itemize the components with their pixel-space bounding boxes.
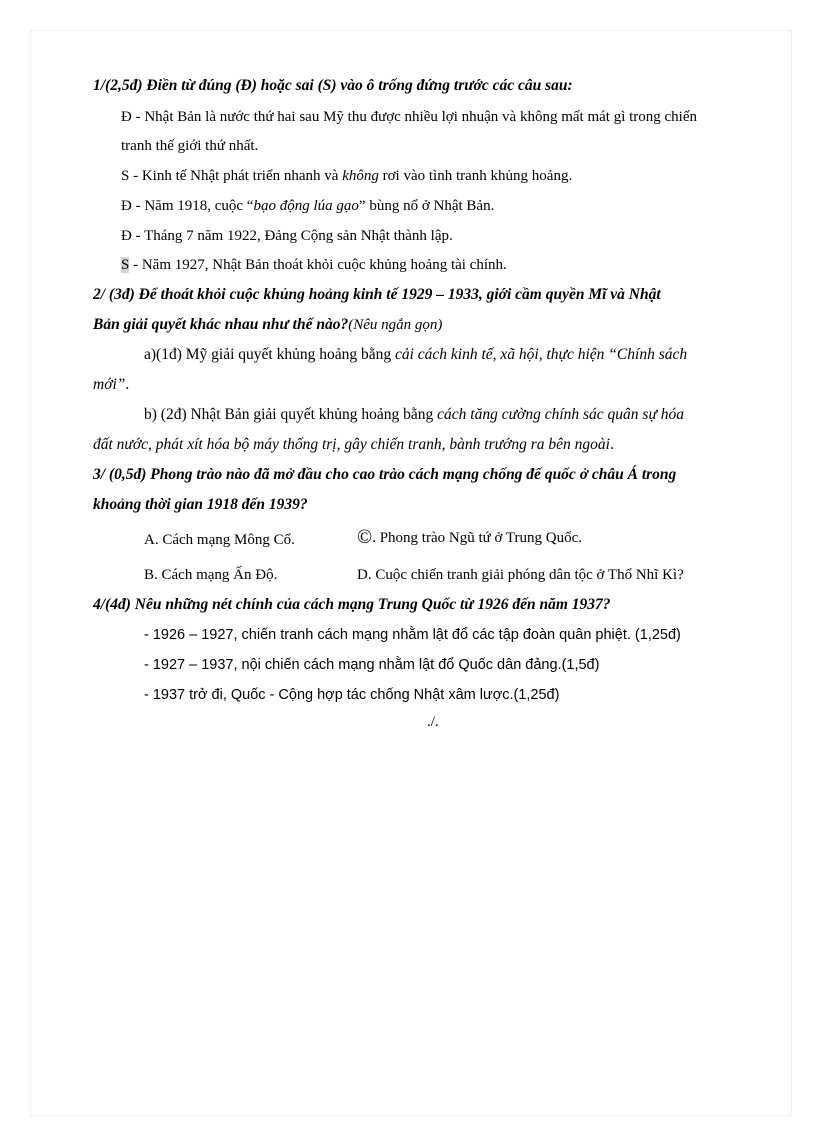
q4-item-2: - 1927 – 1937, nội chiến cách mạng nhằm lật đổ Quốc dân đảng.(1,5đ) [144, 657, 600, 673]
q3-title-line1: 3/ (0,5đ) Phong trào nào đã mở đầu cho cao trào cách mạng chống đế quốc ở châu Á trong [93, 466, 677, 483]
q1-item-4 [121, 226, 453, 246]
q2-title-line2 [93, 315, 442, 335]
q3-option-b: B. Cách mạng Ấn Độ. [144, 567, 278, 583]
q2-answer-b [144, 405, 684, 425]
q1-title: 1/(2,5đ) Điền từ đúng (Đ) hoặc sai (S) vào ô trống đứng trước các câu sau: [93, 77, 573, 94]
selected-answer-symbol: © [357, 526, 373, 548]
statement-text: - Năm 1918, cuộc “ [131, 198, 254, 214]
answer-mark: Đ [121, 228, 132, 244]
statement-emphasis: không [342, 168, 379, 184]
q2-answer-a-cont [93, 375, 129, 395]
q2-title-line1: 2/ (3đ) Để thoát khỏi cuộc khủng hoảng kinh tế 1929 – 1933, giới cầm quyền Mĩ và Nhật [93, 286, 661, 303]
statement-text: - Nhật Bản là nước thứ hai sau Mỹ thu được nhiều lợi nhuận và không mất mát gì trong chiến [131, 109, 698, 125]
answer-b-content: đất nước, phát xít hóa bộ máy thống trị, gây chiến tranh, bành trướng ra bên ngoài [93, 436, 610, 453]
end-mark: ./. [427, 714, 439, 730]
q4-item-3: - 1937 trở đi, Quốc - Cộng hợp tác chống Nhật xâm lược.(1,25đ) [144, 687, 560, 703]
answer-mark: Đ [121, 109, 132, 125]
statement-text: - Tháng 7 năm 1922, Đảng Cộng sản Nhật thành lập. [131, 228, 453, 244]
answer-b-content: cách tăng cường chính sác quân sự hóa [437, 406, 685, 423]
statement-emphasis: bạo động lúa gạo [253, 198, 359, 214]
statement-text: rơi vào tình tranh khủng hoảng. [378, 168, 573, 184]
q1-item-3 [121, 196, 494, 216]
statement-text: ” bùng nổ ở Nhật Bản. [358, 198, 495, 214]
option-c-text: . Phong trào Ngũ tứ ở Trung Quốc. [372, 530, 583, 546]
q2-answer-a [144, 345, 687, 365]
answer-mark: Đ [121, 198, 132, 214]
q3-option-a: A. Cách mạng Mông Cổ. [144, 532, 295, 548]
answer-mark: S [121, 168, 130, 184]
answer-a-content: mới” [93, 376, 126, 393]
q2-title-text: Bản giải quyết khác nhau như thế nào? [93, 316, 349, 333]
q3-title-line2: khoảng thời gian 1918 đến 1939? [93, 496, 308, 513]
answer-mark-highlighted: S [121, 257, 130, 273]
answer-b-lead: b) (2đ) Nhật Bản giải quyết khủng hoảng bằng [144, 406, 438, 423]
answer-a-content: cải cách kinh tế, xã hội, thực hiện “Chính sách [394, 346, 688, 363]
statement-text: - Kinh tế Nhật phát triển nhanh và [129, 168, 343, 184]
statement-text: - Năm 1927, Nhật Bản thoát khỏi cuộc khủng hoảng tài chính. [129, 257, 507, 273]
q1-item-5 [121, 255, 507, 275]
q2-title-note: (Nêu ngắn gọn) [348, 317, 443, 333]
q3-option-c [357, 527, 582, 548]
q2-answer-b-cont [93, 435, 614, 455]
q1-item-1-cont: tranh thế giới thứ nhất. [121, 138, 259, 154]
q4-title: 4/(4đ) Nêu những nét chính của cách mạng Trung Quốc từ 1926 đến năm 1937? [93, 596, 611, 613]
q1-item-2 [121, 166, 572, 186]
answer-a-end: . [125, 376, 130, 393]
answer-b-end: . [609, 436, 614, 453]
q3-option-d: D. Cuộc chiến tranh giải phóng dân tộc ở Thổ Nhĩ Kì? [357, 567, 684, 583]
q4-item-1: - 1926 – 1927, chiến tranh cách mạng nhằm lật đổ các tập đoàn quân phiệt. (1,25đ) [144, 627, 681, 643]
q1-item-1 [121, 107, 697, 127]
answer-a-lead: a)(1đ) Mỹ giải quyết khủng hoảng bằng [144, 346, 395, 363]
